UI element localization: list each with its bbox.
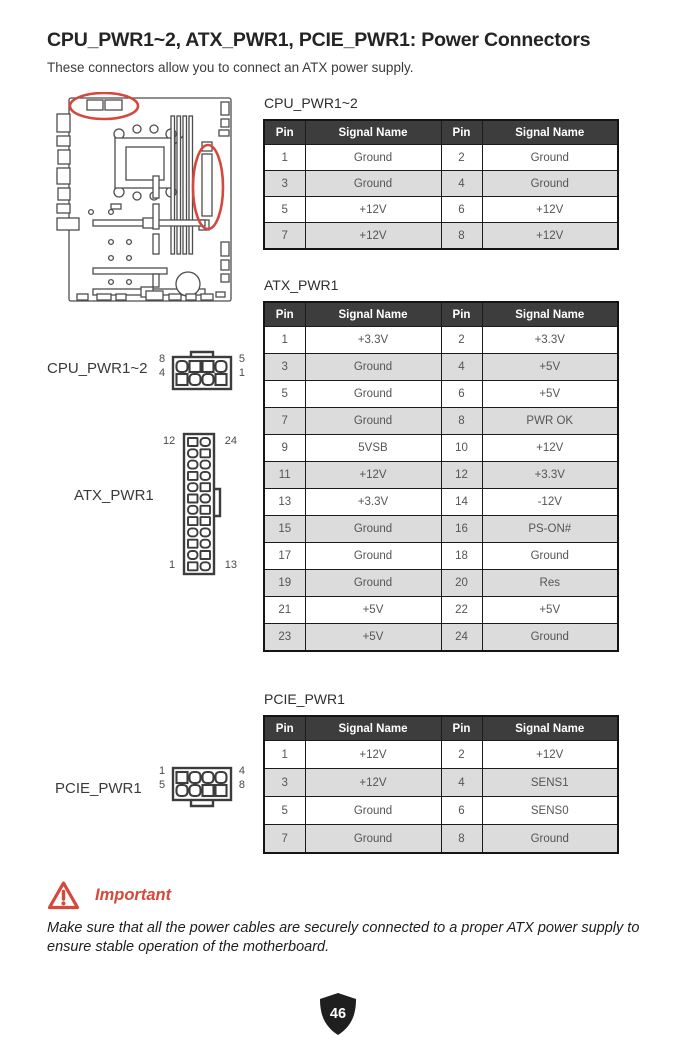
signal-name-cell: Ground: [305, 543, 441, 570]
pin-number-cell: 5: [264, 197, 305, 223]
signal-name-cell: Ground: [305, 797, 441, 825]
pin-number-cell: 8: [441, 825, 482, 854]
table-row: [264, 570, 618, 597]
table-row: [264, 381, 618, 408]
table-header-row: [264, 716, 618, 741]
pcie-pwr-connector-diagram: [157, 760, 247, 814]
cpu-pwr-table-section: [263, 95, 617, 250]
signal-name-cell: +12V: [482, 223, 618, 250]
table-title: ATX_PWR1: [264, 277, 339, 293]
pin-number-cell: 17: [264, 543, 305, 570]
signal-name-cell: +5V: [482, 381, 618, 408]
signal-name-cell: +12V: [482, 435, 618, 462]
signal-name-cell: SENS0: [482, 797, 618, 825]
pin-number-cell: 1: [264, 741, 305, 769]
table-title: PCIE_PWR1: [264, 691, 345, 707]
pcie-pwr-connector-label: PCIE_PWR1: [55, 780, 142, 797]
table-row: [264, 597, 618, 624]
table-row: [264, 171, 618, 197]
column-header: Pin: [264, 120, 305, 145]
signal-name-cell: Ground: [305, 381, 441, 408]
table-row: [264, 462, 618, 489]
signal-name-cell: Ground: [305, 145, 441, 171]
signal-name-cell: +12V: [305, 741, 441, 769]
pin-number-cell: 6: [441, 797, 482, 825]
signal-name-cell: Ground: [482, 145, 618, 171]
pin-number: 8: [238, 779, 245, 791]
signal-name-cell: Ground: [482, 624, 618, 652]
signal-name-cell: +12V: [482, 741, 618, 769]
motherboard-diagram-icon: [53, 92, 239, 308]
signal-name-cell: +3.3V: [305, 327, 441, 354]
atx-pwr-pinout-table: [263, 301, 619, 652]
pin-number-cell: 11: [264, 462, 305, 489]
pin-number: 5: [238, 353, 245, 365]
cpu-pwr-connector-label: CPU_PWR1~2: [47, 360, 148, 377]
pin-number-cell: 7: [264, 408, 305, 435]
signal-name-cell: Ground: [482, 171, 618, 197]
signal-name-cell: Ground: [305, 825, 441, 854]
pin-number-cell: 2: [441, 327, 482, 354]
column-header: Signal Name: [305, 716, 441, 741]
signal-name-cell: -12V: [482, 489, 618, 516]
column-header: Signal Name: [482, 716, 618, 741]
column-header: Signal Name: [305, 302, 441, 327]
table-row: [264, 769, 618, 797]
pin-number-cell: 1: [264, 327, 305, 354]
pin-number-cell: 6: [441, 381, 482, 408]
page-number: 46: [329, 1006, 347, 1022]
table-row: [264, 624, 618, 652]
pin-number-cell: 20: [441, 570, 482, 597]
atx-pwr-connector-icon: [180, 431, 224, 577]
signal-name-cell: Res: [482, 570, 618, 597]
pin-number: 4: [238, 765, 245, 777]
signal-name-cell: Ground: [305, 408, 441, 435]
atx-pwr-connector-label: ATX_PWR1: [74, 487, 154, 504]
table-row: [264, 797, 618, 825]
pcie-pwr-connector-icon: [157, 760, 247, 814]
signal-name-cell: +12V: [305, 769, 441, 797]
column-header: Signal Name: [482, 302, 618, 327]
pin-number-cell: 1: [264, 145, 305, 171]
pin-number-cell: 2: [441, 145, 482, 171]
pin-number: 5: [159, 779, 166, 791]
signal-name-cell: 5VSB: [305, 435, 441, 462]
cpu-pwr-pinout-table: [263, 119, 619, 250]
pin-number-cell: 4: [441, 354, 482, 381]
pin-number-cell: 3: [264, 354, 305, 381]
pin-number-cell: 3: [264, 171, 305, 197]
pin-number-cell: 19: [264, 570, 305, 597]
pin-number: 1: [238, 367, 245, 379]
signal-name-cell: PWR OK: [482, 408, 618, 435]
signal-name-cell: +5V: [482, 354, 618, 381]
pin-number-cell: 15: [264, 516, 305, 543]
signal-name-cell: +12V: [305, 462, 441, 489]
table-row: [264, 741, 618, 769]
signal-name-cell: +5V: [305, 624, 441, 652]
signal-name-cell: +5V: [482, 597, 618, 624]
table-row: [264, 197, 618, 223]
table-row: [264, 516, 618, 543]
page-subtitle: These connectors allow you to connect an ATX power supply.: [47, 60, 414, 75]
table-row: [264, 145, 618, 171]
signal-name-cell: Ground: [305, 570, 441, 597]
column-header: Signal Name: [482, 120, 618, 145]
table-header-row: [264, 120, 618, 145]
pin-number-cell: 13: [264, 489, 305, 516]
signal-name-cell: +5V: [305, 597, 441, 624]
pin-number-cell: 5: [264, 381, 305, 408]
table-header-row: [264, 302, 618, 327]
column-header: Pin: [441, 302, 482, 327]
pin-number-cell: 8: [441, 223, 482, 250]
signal-name-cell: +3.3V: [305, 489, 441, 516]
table-row: [264, 327, 618, 354]
signal-name-cell: Ground: [305, 354, 441, 381]
pin-number-cell: 7: [264, 825, 305, 854]
table-row: [264, 223, 618, 250]
shield-icon: [318, 992, 358, 1036]
pin-number-cell: 10: [441, 435, 482, 462]
table-row: [264, 354, 618, 381]
pin-number-cell: 22: [441, 597, 482, 624]
pin-number-cell: 23: [264, 624, 305, 652]
pin-number-cell: 8: [441, 408, 482, 435]
column-header: Pin: [441, 716, 482, 741]
cpu-pwr-connector-diagram: [157, 347, 247, 397]
table-row: [264, 543, 618, 570]
important-label: Important: [95, 886, 172, 904]
pin-number: 1: [169, 559, 176, 571]
cpu-pwr-connector-icon: [157, 347, 247, 397]
pcie-pwr-table-section: [263, 691, 617, 854]
page-number-badge: [318, 992, 358, 1036]
atx-pwr-table-section: [263, 277, 617, 652]
pin-number-cell: 24: [441, 624, 482, 652]
important-callout: [47, 880, 171, 911]
signal-name-cell: +12V: [305, 223, 441, 250]
pin-number-cell: 2: [441, 741, 482, 769]
signal-name-cell: Ground: [482, 825, 618, 854]
pin-number: 4: [159, 367, 166, 379]
pin-number-cell: 3: [264, 769, 305, 797]
column-header: Pin: [264, 716, 305, 741]
signal-name-cell: +12V: [482, 197, 618, 223]
pin-number-cell: 6: [441, 197, 482, 223]
pin-number: 24: [224, 435, 237, 447]
signal-name-cell: Ground: [305, 171, 441, 197]
atx-pwr-connector-diagram: [160, 431, 240, 577]
pin-number: 8: [159, 353, 166, 365]
pin-number-cell: 18: [441, 543, 482, 570]
signal-name-cell: +3.3V: [482, 327, 618, 354]
pin-number-cell: 4: [441, 769, 482, 797]
pin-number: 13: [224, 559, 237, 571]
pin-number-cell: 14: [441, 489, 482, 516]
pin-number: 12: [163, 435, 176, 447]
warning-icon: [47, 880, 80, 911]
signal-name-cell: PS-ON#: [482, 516, 618, 543]
table-row: [264, 408, 618, 435]
signal-name-cell: Ground: [305, 516, 441, 543]
signal-name-cell: +3.3V: [482, 462, 618, 489]
motherboard-diagram: [53, 92, 239, 313]
signal-name-cell: Ground: [482, 543, 618, 570]
signal-name-cell: +12V: [305, 197, 441, 223]
table-row: [264, 435, 618, 462]
important-text: Make sure that all the power cables are securely connected to a proper ATX power supply to ensure stable operation of the motherboard.: [47, 920, 640, 956]
pin-number-cell: 12: [441, 462, 482, 489]
pin-number-cell: 21: [264, 597, 305, 624]
pin-number-cell: 4: [441, 171, 482, 197]
pin-number-cell: 16: [441, 516, 482, 543]
table-row: [264, 489, 618, 516]
pin-number-cell: 5: [264, 797, 305, 825]
pin-number: 1: [159, 765, 166, 777]
pcie-pwr-pinout-table: [263, 715, 619, 854]
page-title: CPU_PWR1~2, ATX_PWR1, PCIE_PWR1: Power Connectors: [47, 29, 591, 51]
column-header: Pin: [441, 120, 482, 145]
table-title: CPU_PWR1~2: [264, 95, 358, 111]
pin-number-cell: 9: [264, 435, 305, 462]
column-header: Signal Name: [305, 120, 441, 145]
column-header: Pin: [264, 302, 305, 327]
signal-name-cell: SENS1: [482, 769, 618, 797]
table-row: [264, 825, 618, 854]
pin-number-cell: 7: [264, 223, 305, 250]
